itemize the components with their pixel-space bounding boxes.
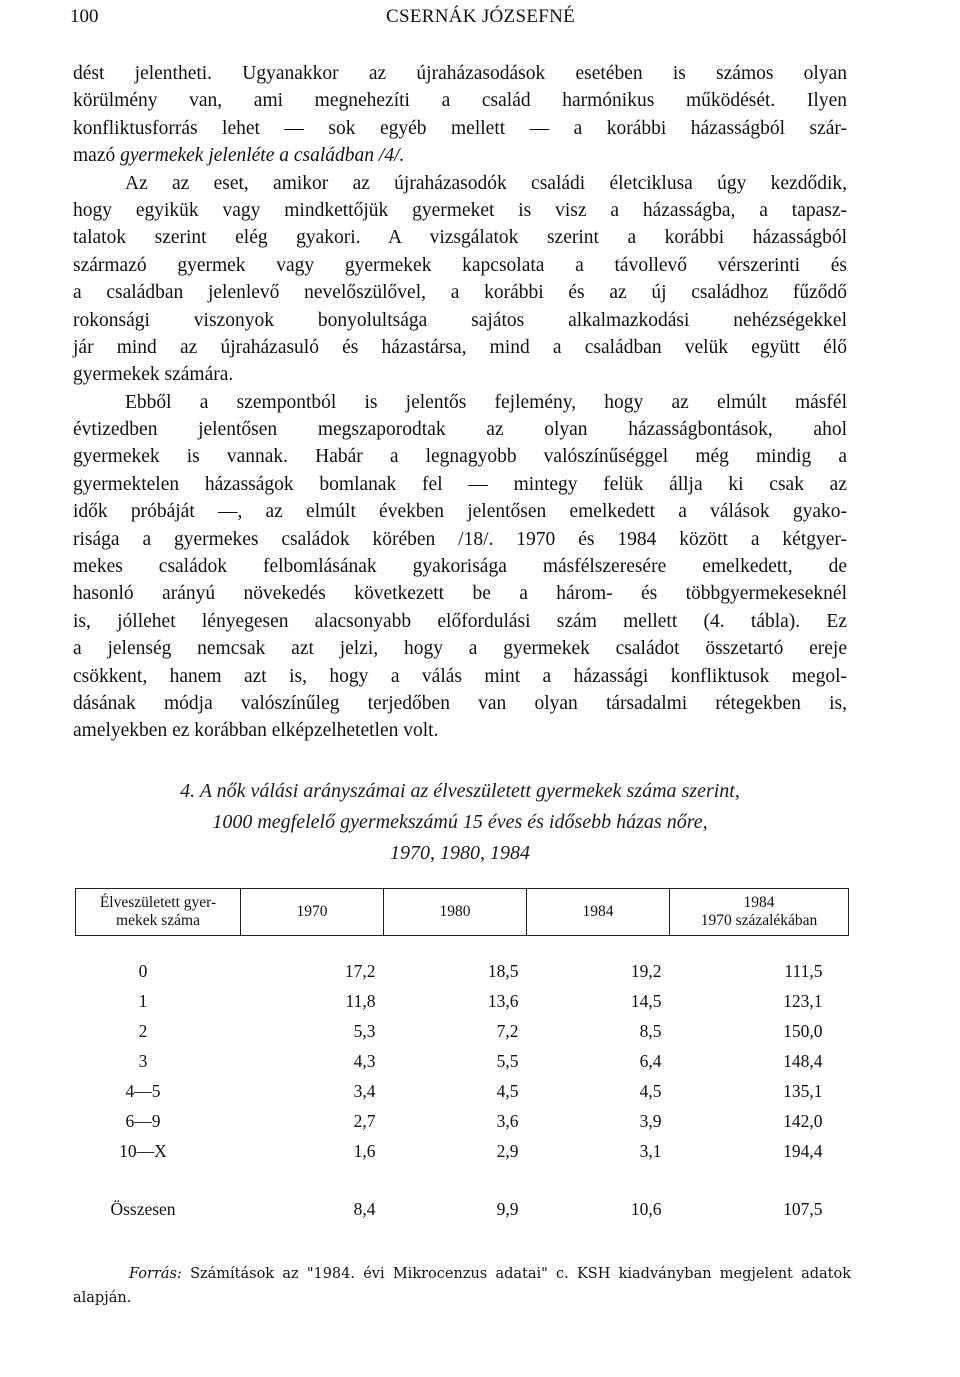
text-line: gyermekek is vannak. Habár a legnagyobb valószínűséggel még mindig a bbox=[73, 446, 847, 468]
cell-pct: 148,4 bbox=[783, 1050, 823, 1071]
row-label: 10—X bbox=[119, 1140, 167, 1161]
text-line bbox=[73, 142, 847, 169]
cell-1984: 19,2 bbox=[630, 960, 662, 981]
row-label: 4—5 bbox=[125, 1080, 161, 1101]
table-spacer bbox=[76, 936, 849, 957]
text-line: gyermekek számára. bbox=[73, 364, 234, 386]
table-row bbox=[76, 1136, 849, 1166]
text-line: konfliktusforrás lehet — sok egyéb mellett — a korábbi házasságból szár- bbox=[73, 117, 847, 139]
cell-1980: 5,5 bbox=[496, 1050, 519, 1071]
text-line: dásának módja valószínűleg terjedőben van olyan társadalmi rétegekben is, bbox=[73, 692, 847, 714]
text-line: amelyekben ez korábban elképzelhetetlen volt. bbox=[73, 720, 439, 742]
cell-1984: 3,1 bbox=[639, 1140, 662, 1161]
table-row bbox=[76, 1106, 849, 1136]
cell-1984: 3,9 bbox=[639, 1110, 662, 1131]
cell-1984: 8,5 bbox=[639, 1020, 662, 1041]
cell-1984: 14,5 bbox=[630, 990, 662, 1011]
cell-pct: 123,1 bbox=[783, 990, 823, 1011]
table-source-note bbox=[73, 1262, 851, 1310]
header-1970: 1970 bbox=[241, 889, 384, 936]
cell-1980: 4,5 bbox=[496, 1080, 519, 1101]
text-line: évtizedben jelentősen megszaporodtak az olyan házasságbontások, ahol bbox=[73, 419, 847, 441]
cell-1970: 3,4 bbox=[353, 1080, 376, 1101]
total-1984: 10,6 bbox=[630, 1198, 662, 1219]
header-pct-line1: 1984 bbox=[743, 894, 775, 911]
page-header bbox=[70, 6, 870, 30]
header-percent-of-1970 bbox=[670, 889, 849, 936]
text-line: mekes családok felbomlásának gyakorisága másfélszeresére emelkedett, de bbox=[73, 556, 847, 578]
text-line: a családban jelenlevő nevelőszülővel, a korábbi és az új családhoz fűződő bbox=[73, 282, 847, 304]
text-line: Az az eset, amikor az újraházasodók családi életciklusa úgy kezdődik, bbox=[125, 172, 847, 194]
cell-pct: 135,1 bbox=[783, 1080, 823, 1101]
row-label: 2 bbox=[138, 1020, 148, 1041]
source-line bbox=[73, 1262, 851, 1286]
text-fragment: mazó bbox=[73, 145, 121, 167]
header-pct-line2: 1970 százalékában bbox=[700, 912, 818, 929]
cell-pct: 111,5 bbox=[784, 960, 823, 981]
cell-1980: 13,6 bbox=[487, 990, 519, 1011]
text-line: risága a gyermekes családok körében /18/. 1970 és 1984 között a kétgyer- bbox=[73, 528, 847, 550]
header-1984: 1984 bbox=[527, 889, 670, 936]
page-number: 100 bbox=[70, 6, 99, 27]
cell-pct: 150,0 bbox=[783, 1020, 823, 1041]
row-label: 0 bbox=[138, 960, 148, 981]
text-line: dést jelentheti. Ugyanakkor az újraházasodások esetében is számos olyan bbox=[73, 63, 847, 84]
header-children-count: Élveszületett gyer- mekek száma bbox=[76, 889, 241, 936]
cell-1984: 6,4 bbox=[639, 1050, 662, 1071]
text-line: idők próbáját —, az elmúlt években jelentősen emelkedett a válások gyako- bbox=[73, 501, 847, 523]
row-label: 3 bbox=[138, 1050, 148, 1071]
text-line: származó gyermek vagy gyermekek kapcsolata a távollevő vérszerinti és bbox=[73, 254, 847, 276]
row-label: 1 bbox=[138, 990, 148, 1011]
text-line: hogy egyikük vagy mindkettőjük gyermeket is visz a házasságba, a tapasz- bbox=[73, 199, 847, 221]
cell-pct: 142,0 bbox=[783, 1110, 823, 1131]
caption-line: 1000 megfelelő gyermekszámú 15 éves és idősebb házas nőre, bbox=[212, 811, 708, 833]
text-line: Ebből a szempontból is jelentős fejlemény, hogy az elmúlt másfél bbox=[125, 391, 847, 413]
cell-1970: 17,2 bbox=[344, 960, 376, 981]
table-row bbox=[76, 956, 849, 986]
caption-line: 1970, 1980, 1984 bbox=[390, 842, 530, 864]
running-head: CSERNÁK JÓZSEFNÉ bbox=[386, 6, 576, 27]
table-header-row bbox=[76, 889, 849, 936]
italic-text: gyermekek jelenléte a családban /4/. bbox=[120, 145, 405, 167]
total-1980: 9,9 bbox=[496, 1198, 519, 1219]
source-line: alapján. bbox=[73, 1290, 132, 1306]
header-1980: 1980 bbox=[384, 889, 527, 936]
text-line: körülmény van, ami megnehezíti a család harmónikus működését. Ilyen bbox=[73, 90, 847, 112]
table-spacer bbox=[76, 1166, 849, 1194]
body-text bbox=[73, 60, 847, 745]
text-line: gyermektelen házasságok bomlanak fel — mintegy felük állja ki csak az bbox=[73, 473, 847, 495]
total-pct: 107,5 bbox=[783, 1198, 823, 1219]
cell-1980: 18,5 bbox=[487, 960, 519, 981]
total-label: Összesen bbox=[110, 1198, 176, 1219]
text-line: rokonsági viszonyok bonyolultsága sajátos alkalmazkodási nehézségekkel bbox=[73, 309, 847, 331]
cell-1980: 2,9 bbox=[496, 1140, 519, 1161]
text-line: hasonló arányú növekedés következett be a három- és többgyermekeseknél bbox=[73, 583, 847, 605]
source-label: Forrás: bbox=[129, 1266, 182, 1282]
source-text: Számítások az "1984. évi Mikrocenzus adatai" c. KSH kiadványban megjelent adatok bbox=[190, 1266, 851, 1282]
cell-pct: 194,4 bbox=[783, 1140, 823, 1161]
table-row bbox=[76, 986, 849, 1016]
caption-line: 4. A nők válási arányszámai az élveszületett gyermekek száma szerint, bbox=[180, 780, 740, 802]
text-line: jár mind az újraházasuló és házastársa, mind a családban velük együtt élő bbox=[73, 336, 847, 358]
row-label: 6—9 bbox=[125, 1110, 161, 1131]
text-line: is, jóllehet lényegesen alacsonyabb előfordulási szám mellett (4. tábla). Ez bbox=[73, 610, 847, 632]
cell-1980: 3,6 bbox=[496, 1110, 519, 1131]
table-caption bbox=[70, 776, 850, 869]
cell-1970: 1,6 bbox=[353, 1140, 376, 1161]
total-1970: 8,4 bbox=[353, 1198, 376, 1219]
cell-1970: 2,7 bbox=[353, 1110, 376, 1131]
text-line: csökkent, hanem azt is, hogy a válás mint a házassági konfliktusok megol- bbox=[73, 665, 847, 687]
cell-1970: 4,3 bbox=[353, 1050, 376, 1071]
table-row bbox=[76, 1076, 849, 1106]
text-line: talatok szerint elég gyakori. A vizsgálatok szerint a korábbi házasságból bbox=[73, 227, 847, 249]
table-row bbox=[76, 1016, 849, 1046]
divorce-rate-table bbox=[75, 888, 849, 1224]
cell-1970: 5,3 bbox=[353, 1020, 376, 1041]
table-row bbox=[76, 1046, 849, 1076]
text-line: a jelenség nemcsak azt jelzi, hogy a gyermekek családot összetartó ereje bbox=[73, 638, 847, 660]
cell-1984: 4,5 bbox=[639, 1080, 662, 1101]
cell-1970: 11,8 bbox=[345, 990, 376, 1011]
table-total-row bbox=[76, 1194, 849, 1224]
cell-1980: 7,2 bbox=[496, 1020, 519, 1041]
